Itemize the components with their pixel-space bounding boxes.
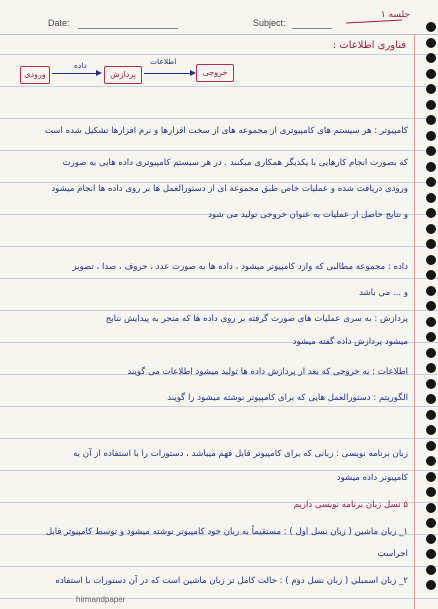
text-line-11: زبان برنامه نویسی : زبانی که برای کامپیوتر قابل فهم میباشد ، دستورات را با استفاده از آن به [73, 449, 408, 459]
text-line-8: میشود پردازش داده گفته میشود [292, 337, 408, 347]
data-arrow-label: داده [74, 61, 87, 70]
binding-hole [426, 425, 436, 435]
subject-line [292, 28, 332, 29]
information-arrow [144, 73, 194, 74]
text-line-5: داده : مجموعه مطالبی که وارد کامپیوتر میشود ، داده ها به صورت عدد ، حروف ، صدا ، تصویر [72, 262, 408, 272]
binding-hole [426, 503, 436, 513]
binding-hole [426, 379, 436, 389]
input-box: ورودی [20, 66, 50, 84]
binding-hole [426, 394, 436, 404]
binding-hole [426, 456, 436, 466]
output-box: خروجی [196, 64, 234, 82]
data-arrow [52, 73, 100, 74]
text-line-7: پردازش : به سری عملیات های صورت گرفته بر روی داده ها که منجر به پیدایش نتایج [105, 314, 408, 324]
subject-label: Subject: [253, 18, 286, 28]
text-line-12: کامپیوتر داده میشود [336, 473, 408, 483]
binding-hole [426, 255, 436, 265]
text-line-15: اجراست [377, 549, 408, 559]
binding-hole [426, 100, 436, 110]
binding-hole [426, 348, 436, 358]
binding-hole [426, 162, 436, 172]
date-line [78, 28, 178, 29]
binding-hole [426, 518, 436, 528]
binding-hole [426, 472, 436, 482]
session-number: جلسه ۱ [380, 10, 410, 20]
text-line-14: ۱_ زبان ماشین ( زبان نسل اول ) : مستقیماً به زبان خود کامپیوتر نوشته میشود و توسط کامپیوتر قابل [45, 527, 408, 537]
binding-hole [426, 69, 436, 79]
text-line-10: الگوریتم : دستورالعمل هایی که برای کامپیوتر نوشته میشود را گویند [167, 393, 408, 403]
binding-hole [426, 549, 436, 559]
binding-hole [426, 193, 436, 203]
binding-hole [426, 317, 436, 327]
text-line-6: و ... می باشد [358, 288, 408, 298]
margin-line [414, 34, 415, 609]
binding-hole [426, 487, 436, 497]
binding-hole [426, 84, 436, 94]
binding-hole [426, 38, 436, 48]
binding-hole [426, 131, 436, 141]
text-line-3: ورودی دریافت شده و عملیات خاص طبق مجموعه ای از دستورالعمل ها بر روی داده ها انجام میشود [51, 184, 408, 194]
binding-hole [426, 208, 436, 218]
binding-hole [426, 441, 436, 451]
text-line-1: کامپیوتر : هر سیستم های کامپیوتری از مجموعه های از سخت افزارها و نرم افزارها تشکیل شده است [44, 126, 408, 136]
information-arrow-label: اطلاعات [150, 57, 177, 66]
binding-hole [426, 580, 436, 590]
date-label: Date: [48, 18, 70, 28]
process-box: پردازش [104, 66, 142, 84]
text-line-13: ۵ نسل زبان برنامه نویسی داریم [293, 500, 408, 510]
binding-hole [426, 410, 436, 420]
brand-footer: hirmandpaper [76, 595, 126, 604]
binding-hole [426, 53, 436, 63]
binding-holes [424, 22, 438, 596]
text-line-2: که بصورت انجام کارهایی با یکدیگر همکاری میکنند . در هر سیستم کامپیوتری داده هایی به صورت [62, 158, 408, 168]
binding-hole [426, 286, 436, 296]
binding-hole [426, 565, 436, 575]
text-line-9: اطلاعات : به خروجی که بعد از پردازش داده ها تولید میشود اطلاعات می گویند [127, 367, 408, 377]
binding-hole [426, 363, 436, 373]
page-title: فناوری اطلاعات : [332, 40, 406, 51]
binding-hole [426, 301, 436, 311]
binding-hole [426, 146, 436, 156]
binding-hole [426, 332, 436, 342]
binding-hole [426, 534, 436, 544]
binding-hole [426, 22, 436, 32]
text-line-4: و نتایج حاصل از عملیات به عنوان خروجی تولید می شود [208, 210, 408, 220]
binding-hole [426, 177, 436, 187]
binding-hole [426, 224, 436, 234]
binding-hole [426, 115, 436, 125]
text-line-16: ۲_ زبان اسمبلی ( زبان نسل دوم ) : حالت کامل تر زبان ماشین است که در آن دستورات با استفاده [55, 576, 408, 586]
binding-hole [426, 239, 436, 249]
binding-hole [426, 270, 436, 280]
